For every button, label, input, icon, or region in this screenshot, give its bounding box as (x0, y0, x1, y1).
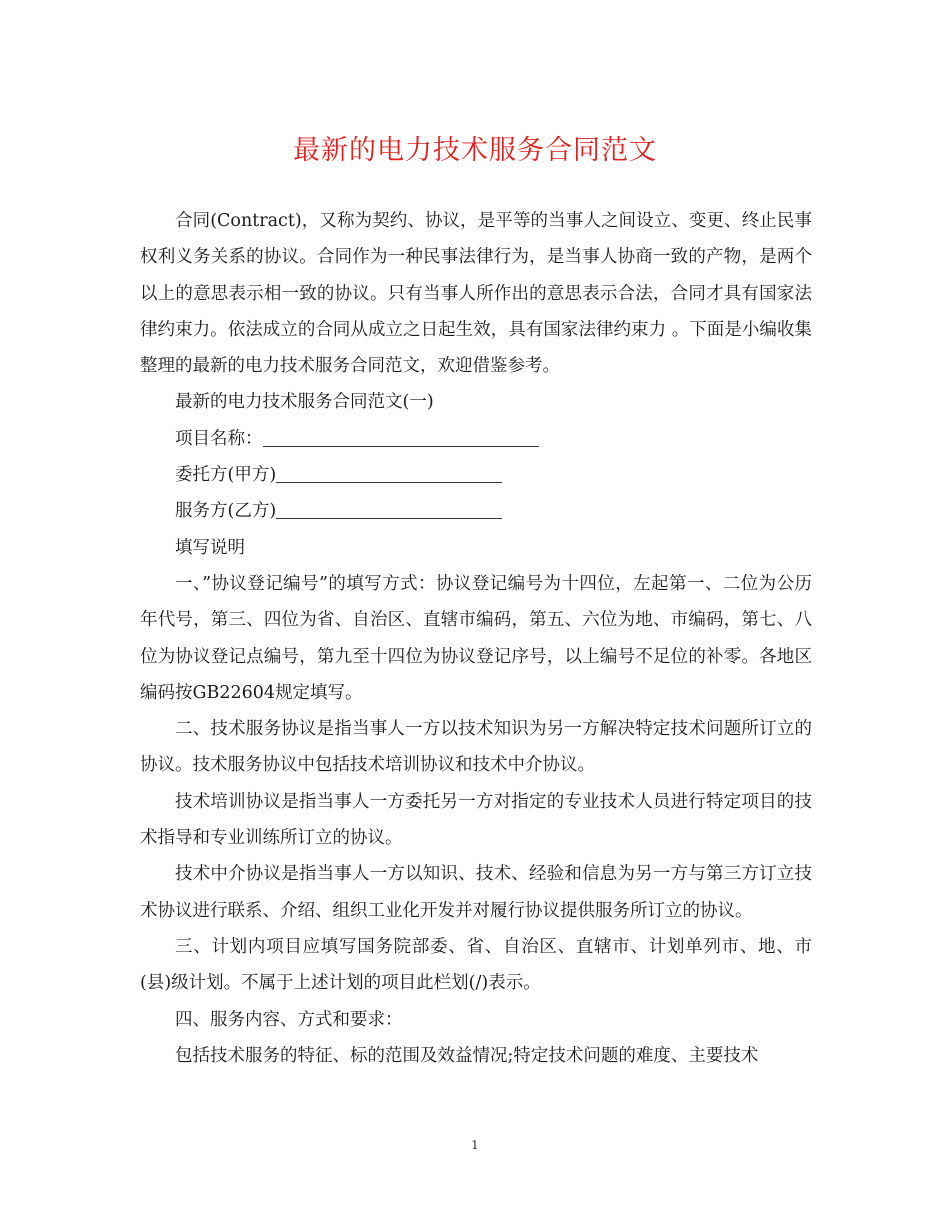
field-provider (140, 493, 812, 529)
paragraph-registration-number: 一、”协议登记编号”的填写方式：协议登记编号为十四位，左起第一、二位为公历年代号，第三、四位为省、自治区、直辖市编码，第五、六位为地、市编码，第七、八位为协议登记点编号，第九至十四位为协议登记序号，以上编号不足位的补零。各地区编码按GB22604规定填写。 (140, 573, 812, 703)
page-number: 1 (471, 1138, 479, 1152)
provider-blank (276, 501, 502, 520)
intro-paragraph: 合同(Contract)，又称为契约、协议，是平等的当事人之间设立、变更、终止民事权利义务关系的协议。合同作为一种民事法律行为，是当事人协商一致的产物，是两个以上的意思表示相一致的协议。只有当事人所作出的意思表示合法，合同才具有国家法律约束力。依法成立的合同从成立之日起生效，具有国家法律约束力 。下面是小编收集整理的最新的电力技术服务合同范文，欢迎借鉴参考。 (140, 211, 812, 377)
instructions-heading: 填写说明 (175, 537, 245, 558)
field-client-label: 委托方(甲方) (175, 465, 277, 486)
document-title: 最新的电力技术服务合同范文 (293, 135, 657, 166)
field-client (140, 457, 812, 493)
field-provider-label: 服务方(乙方) (175, 501, 277, 522)
project-name-blank (263, 428, 539, 447)
document-body (140, 203, 812, 1074)
field-project-name (140, 421, 812, 457)
client-blank (276, 465, 502, 484)
paragraph-planned-projects: 三、计划内项目应填写国务院部委、省、自治区、直辖市、计划单列市、地、市(县)级计划。不属于上述计划的项目此栏划(/)表示。 (140, 936, 812, 994)
paragraph-service-content: 包括技术服务的特征、标的范围及效益情况;特定技术问题的难度、主要技术 (175, 1045, 759, 1066)
paragraph-training-agreement: 技术培训协议是指当事人一方委托另一方对指定的专业技术人员进行特定项目的技术指导和专业训练所订立的协议。 (140, 791, 812, 849)
section-heading: 最新的电力技术服务合同范文(一) (175, 392, 434, 413)
paragraph-service-agreement: 二、技术服务协议是指当事人一方以技术知识为另一方解决特定技术问题所订立的协议。技术服务协议中包括技术培训协议和技术中介协议。 (140, 719, 812, 776)
field-project-name-label: 项目名称： (175, 428, 263, 449)
paragraph-intermediary-agreement: 技术中介协议是指当事人一方以知识、技术、经验和信息为另一方与第三方订立技术协议进行联系、介绍、组织工业化开发并对履行协议提供服务所订立的协议。 (140, 864, 812, 921)
paragraph-service-content-heading: 四、服务内容、方式和要求： (175, 1009, 403, 1030)
